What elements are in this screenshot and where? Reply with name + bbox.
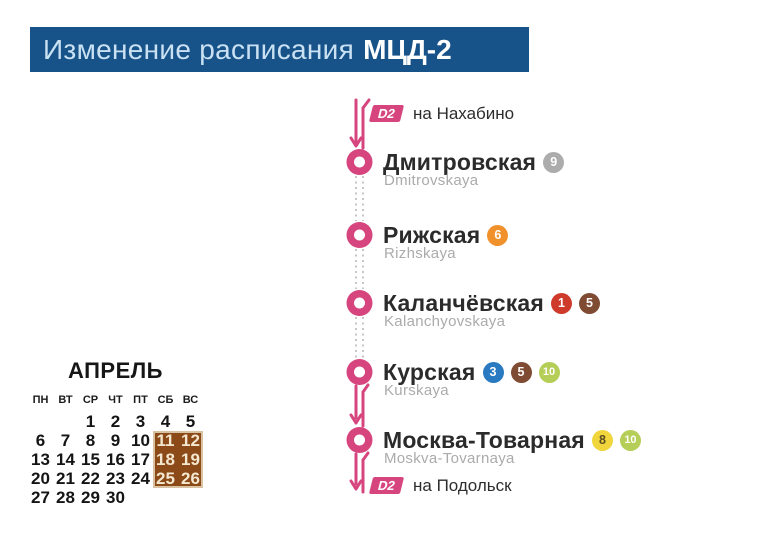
weekday-label: ПН — [32, 394, 49, 406]
station-marker-icon — [347, 359, 373, 385]
metro-line-badge-icon: 6 — [487, 225, 508, 246]
date-cell: 24 — [131, 468, 150, 488]
metro-line-badge-icon: 5 — [579, 293, 600, 314]
station-name: Дмитровская — [383, 148, 537, 175]
line-id-label: D2 — [376, 106, 397, 121]
direction-arrow-icon — [351, 100, 369, 148]
station-latin-name: Kurskaya — [384, 382, 449, 399]
station-marker-icon — [347, 427, 373, 453]
date-cell: 19 — [178, 450, 203, 469]
weekday-label: ВС — [182, 394, 199, 406]
date-cell: 6 — [35, 430, 46, 450]
date-cell: 4 — [160, 411, 171, 431]
date-cell: 20 — [31, 468, 50, 488]
line-spine — [340, 96, 384, 498]
station-latin-name: Kalanchyovskaya — [384, 313, 506, 330]
line-d2-badge-icon — [369, 477, 404, 494]
station-name: Курская — [383, 358, 476, 385]
date-cell: 7 — [60, 430, 71, 450]
terminus-bottom-label: на Подольск — [413, 475, 512, 495]
date-cell: 21 — [56, 468, 75, 488]
weekday-label: СР — [82, 394, 99, 406]
metro-line-badge-icon: 8 — [592, 430, 613, 451]
calendar-month-title: АПРЕЛЬ — [67, 358, 163, 383]
station-marker-icon — [347, 222, 373, 248]
terminus-top — [371, 104, 514, 123]
station-marker-icon — [347, 290, 373, 316]
date-cell: 16 — [106, 449, 125, 469]
terminus-top-label: на Нахабино — [413, 103, 515, 123]
date-cell: 9 — [110, 430, 121, 450]
direction-arrow-icon — [351, 385, 368, 426]
date-cell: 1 — [85, 411, 96, 431]
station-latin-name: Dmitrovskaya — [384, 172, 479, 189]
date-cell: 5 — [185, 411, 196, 431]
metro-line-badge-icon: 10 — [620, 430, 641, 451]
station-marker-icon — [347, 149, 373, 175]
direction-arrow-icon — [351, 453, 368, 492]
date-cell: 30 — [106, 487, 125, 507]
weekday-label: ПТ — [133, 394, 148, 406]
date-cell: 11 — [153, 431, 178, 450]
station-latin-name: Moskva-Tovarnaya — [384, 450, 515, 467]
weekday-label: СБ — [157, 394, 174, 406]
date-cell: 26 — [178, 469, 203, 488]
station-latin-name: Rizhskaya — [384, 245, 456, 262]
date-cell: 22 — [81, 468, 100, 488]
metro-line-badge-icon: 1 — [551, 293, 572, 314]
metro-line-badge-icon: 9 — [543, 152, 564, 173]
station-name: Рижская — [383, 221, 481, 248]
page-title-line-id: МЦД-2 — [363, 33, 452, 65]
closed-segment-line — [356, 176, 363, 358]
date-cell: 12 — [178, 431, 203, 450]
date-cell: 27 — [31, 487, 50, 507]
date-cell: 23 — [106, 468, 125, 488]
line-id-label: D2 — [376, 478, 397, 493]
date-cell: 17 — [131, 449, 150, 469]
page-title: Изменение расписания — [43, 33, 355, 65]
date-cell: 28 — [56, 487, 75, 507]
date-cell: 29 — [81, 487, 100, 507]
date-cell: 13 — [31, 449, 50, 469]
metro-line-badge-icon: 10 — [539, 362, 560, 383]
line-d2-badge-icon — [369, 105, 404, 122]
date-cell: 3 — [135, 411, 146, 431]
date-cell: 10 — [131, 430, 150, 450]
date-cell: 25 — [153, 469, 178, 488]
weekday-label: ЧТ — [108, 394, 123, 406]
weekday-label: ВТ — [58, 394, 73, 406]
station-name: Каланчёвская — [383, 289, 545, 316]
station-name: Москва-Товарная — [383, 426, 585, 453]
metro-line-badge-icon: 3 — [483, 362, 504, 383]
date-cell: 8 — [85, 430, 96, 450]
date-cell: 2 — [110, 411, 121, 431]
date-cell: 15 — [81, 449, 100, 469]
date-cell: 14 — [56, 449, 75, 469]
terminus-bottom — [371, 476, 512, 495]
metro-line-badge-icon: 5 — [511, 362, 532, 383]
date-cell: 18 — [153, 450, 178, 469]
